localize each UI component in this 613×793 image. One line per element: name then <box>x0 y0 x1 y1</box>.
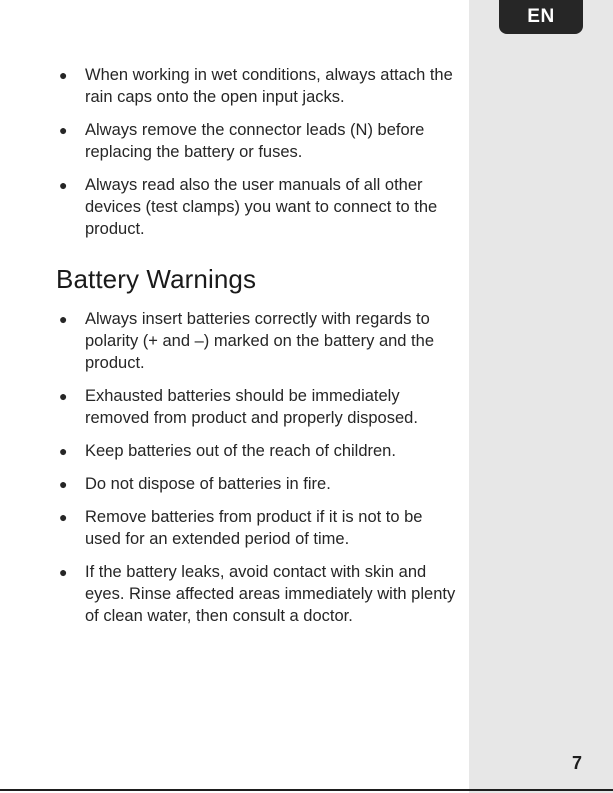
bullet-icon: ● <box>59 177 68 193</box>
list-item <box>56 174 456 240</box>
list-item-text: Always read also the user manuals of all other devices (test clamps) you want to connect to the product. <box>85 176 438 238</box>
list-item <box>56 506 456 550</box>
list-item <box>56 119 456 163</box>
section-heading: Battery Warnings <box>56 264 257 294</box>
list-item-text: Always remove the connector leads (N) before replacing the battery or fuses. <box>85 121 425 161</box>
list-item <box>56 561 456 627</box>
list-item <box>56 308 456 374</box>
bullet-icon: ● <box>59 443 68 459</box>
list-item-text: Always insert batteries correctly with regards to polarity (+ and –) marked on the battery and the product. <box>85 310 434 372</box>
list-item-text: Exhausted batteries should be immediately removed from product and properly disposed. <box>85 387 418 427</box>
page-number: 7 <box>572 753 583 773</box>
bullet-icon: ● <box>59 388 68 404</box>
bullet-icon: ● <box>59 564 68 580</box>
list-item-text: Do not dispose of batteries in fire. <box>85 475 331 493</box>
list-item-text: Keep batteries out of the reach of children. <box>85 442 396 460</box>
battery-warnings-list <box>56 308 456 638</box>
bullet-icon: ● <box>59 476 68 492</box>
list-item <box>56 473 456 495</box>
list-item <box>56 64 456 108</box>
list-item <box>56 385 456 429</box>
bottom-divider <box>0 789 613 791</box>
language-badge: EN <box>499 0 583 34</box>
bullet-icon: ● <box>59 509 68 525</box>
bullet-icon: ● <box>59 311 68 327</box>
side-margin-panel <box>469 0 613 793</box>
list-item <box>56 440 456 462</box>
bullet-icon: ● <box>59 67 68 83</box>
list-item-text: Remove batteries from product if it is not to be used for an extended period of time. <box>85 508 423 548</box>
list-item-text: When working in wet conditions, always attach the rain caps onto the open input jacks. <box>85 66 453 106</box>
list-item-text: If the battery leaks, avoid contact with skin and eyes. Rinse affected areas immediately with plenty of clean water, then consult a doctor. <box>85 563 456 625</box>
safety-list <box>56 64 456 251</box>
bullet-icon: ● <box>59 122 68 138</box>
